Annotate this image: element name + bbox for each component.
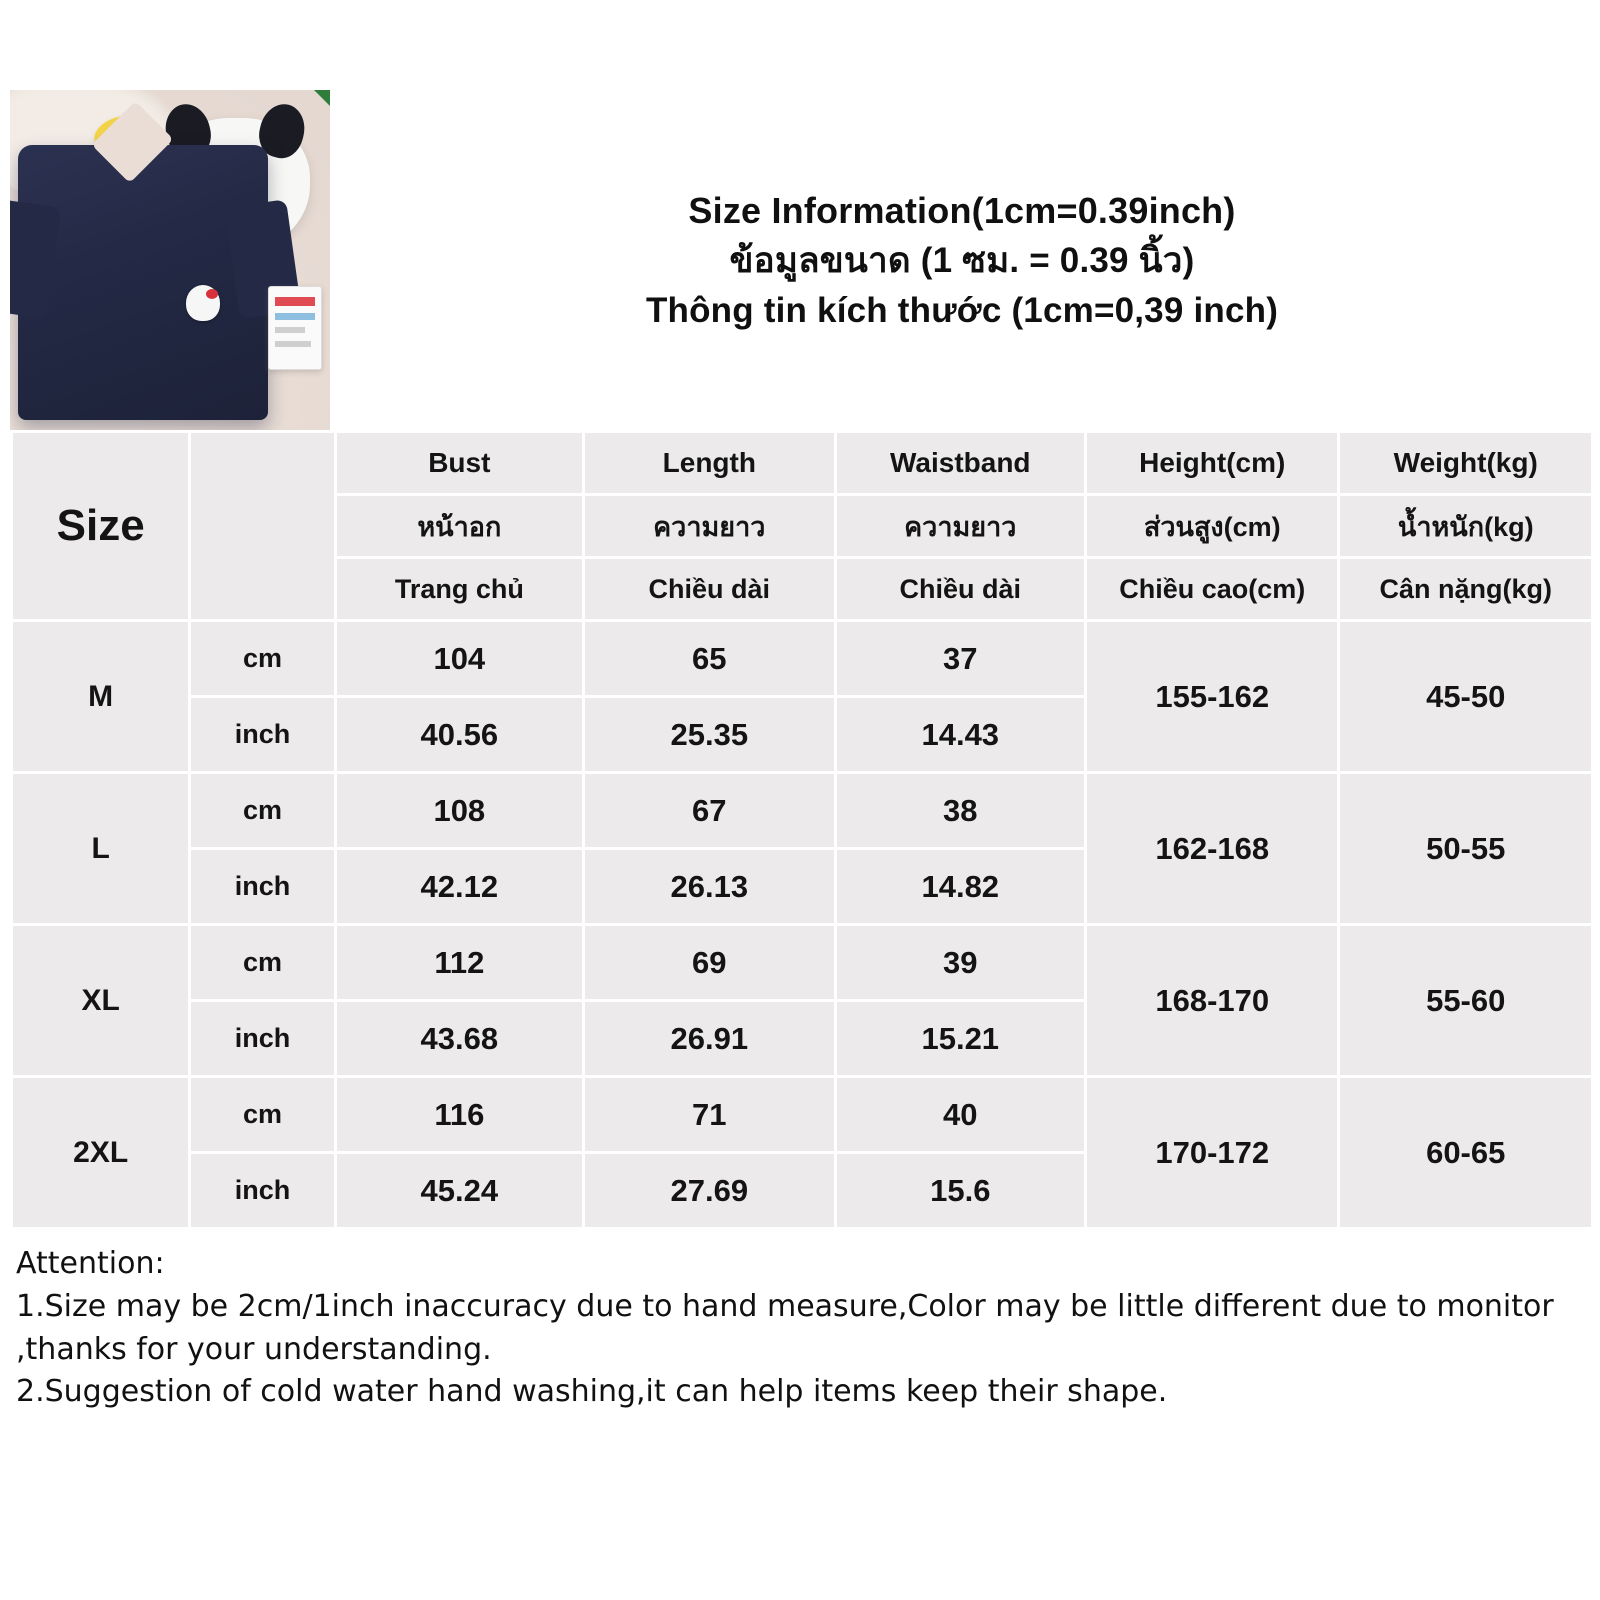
row-size-2xl: 2XL (12, 1077, 190, 1229)
size-table (10, 430, 1594, 1230)
xl-bust-cm: 112 (335, 925, 583, 1001)
table-row (12, 621, 1593, 697)
header-height-th: ส่วนสูง(cm) (1086, 495, 1339, 558)
unit-inch: inch (190, 849, 335, 925)
row-size-m: M (12, 621, 190, 773)
header-length-vi: Chiều dài (584, 558, 835, 621)
attention-note-1a: 1.Size may be 2cm/1inch inaccuracy due to hand measure,Color may be little different due to monitor (16, 1288, 1554, 1324)
attention-block (10, 1240, 1594, 1413)
title-line-en: Size Information(1cm=0.39inch) (688, 189, 1236, 231)
m-bust-cm: 104 (335, 621, 583, 697)
m-weight: 45-50 (1339, 621, 1593, 773)
shirt-sleeve-left (10, 199, 61, 319)
xl-height: 168-170 (1086, 925, 1339, 1077)
attention-note-2: 2.Suggestion of cold water hand washing,it can help items keep their shape. (16, 1374, 1168, 1410)
unit-inch: inch (190, 1153, 335, 1229)
xxl-length-cm: 71 (584, 1077, 835, 1153)
header-bust-vi: Trang chủ (335, 558, 583, 621)
tag-line-1 (275, 327, 305, 333)
m-length-cm: 65 (584, 621, 835, 697)
unit-cm: cm (190, 925, 335, 1001)
unit-inch: inch (190, 1001, 335, 1077)
m-bust-inch: 40.56 (335, 697, 583, 773)
unit-cm: cm (190, 1077, 335, 1153)
xl-bust-inch: 43.68 (335, 1001, 583, 1077)
xl-waistband-cm: 39 (835, 925, 1085, 1001)
title-line-th: ข้อมูลขนาด (1 ซม. = 0.39 นิ้ว) (729, 240, 1195, 280)
size-column-label: Size (12, 432, 190, 621)
l-bust-cm: 108 (335, 773, 583, 849)
header-waistband-vi: Chiều dài (835, 558, 1085, 621)
unit-inch: inch (190, 697, 335, 773)
size-chart-sheet (8, 88, 1596, 1417)
green-corner-marker (314, 90, 330, 106)
title-line-vi: Thông tin kích thước (1cm=0,39 inch) (645, 290, 1279, 330)
xxl-waistband-inch: 15.6 (835, 1153, 1085, 1229)
m-length-inch: 25.35 (584, 697, 835, 773)
xl-length-cm: 69 (584, 925, 835, 1001)
xxl-bust-cm: 116 (335, 1077, 583, 1153)
l-length-cm: 67 (584, 773, 835, 849)
l-length-inch: 26.13 (584, 849, 835, 925)
tag-stripe-blue (275, 313, 315, 320)
tag-line-2 (275, 341, 311, 347)
header-bust-th: หน้าอก (335, 495, 583, 558)
header-height-vi: Chiều cao(cm) (1086, 558, 1339, 621)
table-row (12, 773, 1593, 849)
l-height: 162-168 (1086, 773, 1339, 925)
header-weight-vi: Cân nặng(kg) (1339, 558, 1593, 621)
header-waistband-th: ความยาว (835, 495, 1085, 558)
tag-stripe-red (275, 297, 315, 306)
m-height: 155-162 (1086, 621, 1339, 773)
xxl-height: 170-172 (1086, 1077, 1339, 1229)
table-row (12, 1077, 1593, 1153)
product-photo (10, 90, 330, 430)
unit-cm: cm (190, 773, 335, 849)
top-band (10, 90, 1594, 430)
xxl-length-inch: 27.69 (584, 1153, 835, 1229)
m-waistband-inch: 14.43 (835, 697, 1085, 773)
unit-cm: cm (190, 621, 335, 697)
header-height-en: Height(cm) (1086, 432, 1339, 495)
header-length-th: ความยาว (584, 495, 835, 558)
xl-length-inch: 26.91 (584, 1001, 835, 1077)
l-weight: 50-55 (1339, 773, 1593, 925)
header-waistband-en: Waistband (835, 432, 1085, 495)
xxl-weight: 60-65 (1339, 1077, 1593, 1229)
attention-note-1b: ,thanks for your understanding. (16, 1331, 492, 1367)
row-size-l: L (12, 773, 190, 925)
xl-waistband-inch: 15.21 (835, 1001, 1085, 1077)
table-header-row-en (12, 432, 1593, 495)
row-size-xl: XL (12, 925, 190, 1077)
cat-logo-patch (186, 285, 220, 321)
hang-tag (268, 286, 322, 370)
l-waistband-inch: 14.82 (835, 849, 1085, 925)
title-block (330, 90, 1594, 430)
xl-weight: 55-60 (1339, 925, 1593, 1077)
header-weight-en: Weight(kg) (1339, 432, 1593, 495)
header-length-en: Length (584, 432, 835, 495)
table-row (12, 925, 1593, 1001)
attention-heading: Attention: (16, 1246, 165, 1281)
navy-shirt (18, 145, 268, 420)
header-weight-th: น้ำหนัก(kg) (1339, 495, 1593, 558)
m-waistband-cm: 37 (835, 621, 1085, 697)
l-waistband-cm: 38 (835, 773, 1085, 849)
header-bust-en: Bust (335, 432, 583, 495)
l-bust-inch: 42.12 (335, 849, 583, 925)
xxl-bust-inch: 45.24 (335, 1153, 583, 1229)
xxl-waistband-cm: 40 (835, 1077, 1085, 1153)
unit-column-label (190, 432, 335, 621)
